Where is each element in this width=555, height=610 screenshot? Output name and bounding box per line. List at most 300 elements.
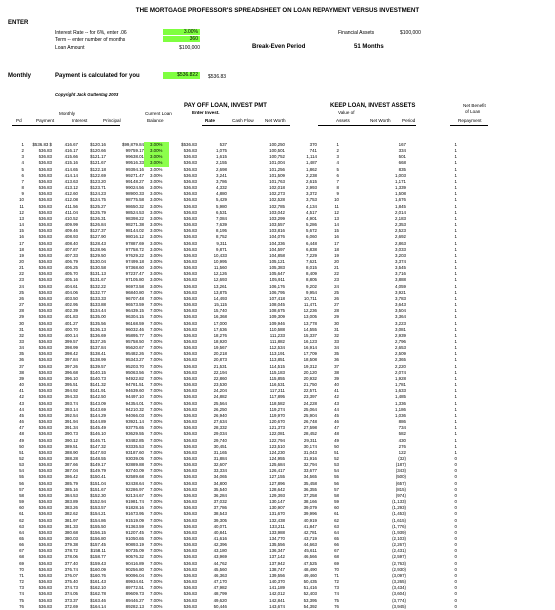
cell-assets: 100,752 <box>269 154 285 160</box>
cell-payment: 536.83 <box>38 523 52 529</box>
cell-principal: $146.10 <box>90 431 106 437</box>
cell-repayment: 3,921 <box>395 289 406 295</box>
cell-payment: 536.83 <box>38 258 52 264</box>
cell-balance: 95063.56 <box>125 369 144 375</box>
cell-net-worth-2: 23,397 <box>303 394 317 400</box>
cell-cash-flow: 536.83 <box>183 388 197 394</box>
cell-pd: 10 <box>19 197 24 203</box>
cell-rate: 3.00% <box>150 283 163 289</box>
monthly-label: Monthly <box>8 73 31 79</box>
cell-balance: 98650.32 <box>125 203 144 209</box>
cell-principal: $134.44 <box>90 308 106 314</box>
cell-net-worth-2: 8,409 <box>306 271 317 277</box>
cell-pd: 9 <box>21 191 24 197</box>
cell-repayment: (3,774) <box>392 597 406 603</box>
cell-assets: 126,417 <box>269 468 285 474</box>
cell-principal: $130.58 <box>90 265 106 271</box>
cell-period: 73 <box>334 585 339 591</box>
cell-principal: $124.75 <box>90 197 106 203</box>
current-loan-header: Current Loan <box>145 111 172 116</box>
cell-balance: 90096.04 <box>125 572 144 578</box>
term-input[interactable]: 360 <box>163 36 200 42</box>
cell-payment: 536.83 <box>38 474 52 480</box>
cell-repayment: (1,776) <box>392 523 406 529</box>
cell-net-worth-2: 15,337 <box>303 332 317 338</box>
cell-repayment: 3,783 <box>395 295 406 301</box>
cell-cash-flow: 536.83 <box>183 560 197 566</box>
cell-flag: 1 <box>454 246 457 252</box>
cell-balance: 98775.58 <box>125 197 144 203</box>
cell-period: 60 <box>334 505 339 511</box>
cell-rate: 7.00% <box>150 572 163 578</box>
cell-interest: 388.28 <box>64 455 78 461</box>
cell-period: 7 <box>336 178 339 184</box>
cell-interest: 399.57 <box>64 339 78 344</box>
cell-cash-flow: 536.83 <box>183 468 197 474</box>
cell-balance: 98271.38 <box>125 222 144 228</box>
cell-pd: 68 <box>19 554 24 560</box>
cell-net-worth: 17,636 <box>213 326 227 332</box>
cell-period: 68 <box>334 554 339 560</box>
cell-balance: 94922.82 <box>125 375 144 381</box>
cell-repayment: (2,267) <box>392 542 406 548</box>
cell-cash-flow: 536.83 <box>183 295 197 301</box>
cell-rate: 3.00% <box>150 215 163 221</box>
cell-principal: $154.86 <box>90 517 106 523</box>
financial-assets-value[interactable]: $100,000 <box>400 30 421 36</box>
cell-repayment: 1,171 <box>395 178 406 184</box>
cell-balance: 92286.97 <box>125 486 144 492</box>
cell-assets: 106,176 <box>269 283 285 289</box>
cell-principal: $141.32 <box>90 382 106 388</box>
cell-net-worth-2: 35,458 <box>303 480 317 486</box>
cell-principal: $136.69 <box>90 332 106 338</box>
cell-net-worth-2: 16,123 <box>303 339 317 344</box>
loan-amount-value[interactable]: $100,000 <box>179 45 200 51</box>
cell-interest: 385.16 <box>64 486 78 492</box>
cell-net-worth: 14,493 <box>213 295 227 301</box>
cell-net-worth: 7,639 <box>216 222 227 228</box>
of-loan-header: of Loan <box>465 109 481 114</box>
cell-interest: 385.79 <box>64 480 78 486</box>
cell-balance: 96032.46 <box>125 326 144 332</box>
cell-net-worth-2: 9,954 <box>306 289 317 295</box>
cell-repayment: (815) <box>395 486 406 492</box>
cell-period: 74 <box>334 591 339 597</box>
cell-repayment: 1,508 <box>395 191 406 197</box>
cell-pd: 30 <box>19 320 24 326</box>
cell-cash-flow: 536.83 <box>183 480 197 486</box>
cell-principal: $128.96 <box>90 246 106 252</box>
cell-net-worth: 39,305 <box>213 517 227 523</box>
col-header-cash-flow: Cash Flow <box>232 118 254 123</box>
cell-flag: 1 <box>454 240 457 246</box>
cell-pd: 21 <box>19 265 24 271</box>
cell-period: 28 <box>334 308 339 314</box>
cell-rate: 3.00% <box>150 197 163 203</box>
cell-balance: 93629.55 <box>125 431 144 437</box>
cell-payment: 536.83 <box>38 265 52 271</box>
cell-assets: 102,273 <box>269 191 285 197</box>
cell-repayment: (3,434) <box>392 585 406 591</box>
cell-assets: 125,684 <box>269 462 285 468</box>
cell-net-worth-2: 24,228 <box>303 400 317 406</box>
cell-net-worth: 3,241 <box>216 172 227 178</box>
cell-flag: 1 <box>454 332 457 338</box>
cell-net-worth-2: 43,719 <box>303 536 317 541</box>
cell-principal: $131.13 <box>90 271 106 277</box>
cell-pd: 60 <box>19 505 24 511</box>
cell-principal: $151.04 <box>90 480 106 486</box>
cell-rate: 7.00% <box>150 431 163 437</box>
cell-net-worth: 43,969 <box>213 554 227 560</box>
cell-net-worth: 49,620 <box>213 597 227 603</box>
cell-repayment: 3,374 <box>395 258 406 264</box>
cell-cash-flow: 536.83 <box>183 209 197 215</box>
cell-cash-flow: 536.83 <box>183 536 197 541</box>
cell-interest: 402.39 <box>64 308 78 314</box>
cell-interest: 383.89 <box>64 499 78 505</box>
cell-flag: 1 <box>454 142 457 147</box>
cell-rate: 7.00% <box>150 579 163 585</box>
cell-payment: 536.83 <box>38 357 52 363</box>
col-header-repayment: Repayment <box>458 118 482 123</box>
cell-repayment: (1,293) <box>392 505 406 511</box>
cell-net-worth: 12,126 <box>213 271 227 277</box>
cell-period: 75 <box>334 597 339 603</box>
cell-principal: $143.69 <box>90 406 106 412</box>
cell-balance: 95620.67 <box>125 345 144 351</box>
cell-period: 22 <box>334 271 339 277</box>
cell-net-worth: 9,871 <box>216 246 227 252</box>
cell-net-worth-2: 47,525 <box>303 560 317 566</box>
cell-interest: 406.79 <box>64 258 78 264</box>
cell-net-worth-2: 6,448 <box>306 240 317 246</box>
cell-net-worth-2: 12,236 <box>303 308 317 314</box>
cell-net-worth: 47,982 <box>213 585 227 591</box>
cell-rate: 7.00% <box>150 474 163 480</box>
cell-payment: 536.83 <box>38 425 52 431</box>
cell-rate: 3.00% <box>144 154 169 160</box>
cell-principal: $148.55 <box>90 455 106 461</box>
cell-flag: 0 <box>454 455 457 461</box>
cell-net-worth-2: 50,435 <box>303 579 317 585</box>
cell-net-worth: 40,841 <box>213 529 227 535</box>
cell-net-worth: 46,363 <box>213 572 227 578</box>
cell-flag: 1 <box>454 375 457 381</box>
cell-interest: 407.87 <box>64 246 78 252</box>
cell-pd: 7 <box>21 178 24 184</box>
cell-cash-flow: 536.83 <box>183 320 197 326</box>
cell-net-worth-2: 13,005 <box>303 314 317 320</box>
cell-principal: $156.15 <box>90 529 106 535</box>
cell-assets: 116,531 <box>269 382 285 388</box>
cell-pd: 33 <box>19 339 24 344</box>
cell-principal: $152.94 <box>90 499 106 505</box>
cell-assets: 101,256 <box>269 166 285 172</box>
cell-rate: 7.00% <box>150 375 163 381</box>
cell-net-worth: 34,800 <box>213 480 227 486</box>
cell-net-worth-2: 5,286 <box>306 222 317 228</box>
cell-net-worth: 7,084 <box>216 215 227 221</box>
cell-net-worth: 29,740 <box>213 437 227 443</box>
cell-pd: 31 <box>19 326 24 332</box>
cell-rate: 7.00% <box>150 486 163 492</box>
cell-net-worth-2: 9,202 <box>306 283 317 289</box>
cell-repayment: (32) <box>398 455 406 461</box>
cell-assets: 103,042 <box>269 209 285 215</box>
cell-flag: 0 <box>454 536 457 541</box>
cell-period: 64 <box>334 529 339 535</box>
cell-pd: 48 <box>19 431 24 437</box>
cell-cash-flow: 536.83 <box>183 258 197 264</box>
cell-payment: 536.83 <box>38 406 52 412</box>
cell-pd: 56 <box>19 480 24 486</box>
cell-flag: 0 <box>454 486 457 492</box>
cell-payment: 536.83 <box>38 283 52 289</box>
cell-repayment: 3,888 <box>395 277 406 283</box>
cell-period: 41 <box>334 388 339 394</box>
cell-flag: 0 <box>454 462 457 468</box>
cell-repayment: 1,676 <box>395 197 406 203</box>
cell-principal: $155.50 <box>90 523 106 529</box>
cell-flag: 1 <box>454 320 457 326</box>
cell-repayment: 668 <box>398 160 406 166</box>
cell-repayment: 3,223 <box>395 320 406 326</box>
cell-interest: 400.14 <box>64 332 78 338</box>
cell-assets: 137,142 <box>269 554 285 560</box>
cell-pd: 54 <box>19 468 24 474</box>
cell-rate: 7.00% <box>150 400 163 406</box>
cell-assets: 105,383 <box>269 265 285 271</box>
net-benefit-header: Net Benefit <box>463 103 486 108</box>
cell-interest: 384.53 <box>64 492 78 498</box>
cell-balance: 94497.10 <box>125 394 144 400</box>
cell-pd: 41 <box>19 388 24 394</box>
cell-payment: 536.83 <box>38 295 52 301</box>
cell-net-worth: 537 <box>219 142 227 147</box>
cell-cash-flow: 536.83 <box>183 579 197 585</box>
cell-pd: 43 <box>19 400 24 406</box>
cell-period: 42 <box>334 394 339 400</box>
cell-net-worth: 11,560 <box>213 265 227 271</box>
cell-pd: 61 <box>19 511 24 517</box>
cell-net-worth-2: 370 <box>309 142 317 147</box>
cell-rate: 3.00% <box>150 240 163 246</box>
cell-principal: $144.89 <box>90 419 106 425</box>
cell-payment: 536.83 <box>38 462 52 468</box>
cell-assets: 113,191 <box>269 351 285 357</box>
cell-rate: 7.00% <box>150 455 163 461</box>
cell-rate: 7.00% <box>150 425 163 431</box>
cell-period: 71 <box>334 572 339 578</box>
cell-principal: $137.26 <box>90 339 106 344</box>
cell-pd: 22 <box>19 271 24 277</box>
cell-flag: 1 <box>454 345 457 351</box>
cell-repayment: 3,081 <box>395 326 406 332</box>
cell-rate: 7.00% <box>150 492 163 498</box>
cell-assets: 107,418 <box>269 295 285 301</box>
cell-balance: 98144.02 <box>125 228 144 234</box>
cell-interest: 409.99 <box>64 222 78 228</box>
cell-cash-flow: 536.83 <box>183 339 197 344</box>
cell-pd: 49 <box>19 437 24 443</box>
cell-principal: $141.91 <box>90 388 106 394</box>
cell-balance: 97237.47 <box>125 271 144 277</box>
cell-net-worth-2: 40,919 <box>303 517 317 523</box>
cell-flag: 1 <box>454 357 457 363</box>
cell-pd: 51 <box>19 449 24 455</box>
cell-pd: 18 <box>19 246 24 252</box>
cell-cash-flow: 536.83 <box>183 566 197 572</box>
cell-balance: 89446.27 <box>125 597 144 603</box>
cell-flag: 0 <box>454 492 457 498</box>
cell-assets: 104,076 <box>269 234 285 240</box>
cell-assets: 101,004 <box>269 160 285 166</box>
cell-principal: $150.41 <box>90 474 106 480</box>
cell-balance: 97105.80 <box>125 277 144 283</box>
cell-principal: $157.45 <box>90 542 106 548</box>
cell-payment: 536.83 <box>38 468 52 474</box>
cell-flag: 1 <box>454 289 457 295</box>
cell-pd: 23 <box>19 277 24 283</box>
cell-net-worth-2: 53,395 <box>303 597 317 603</box>
cell-cash-flow: 536.83 <box>183 203 197 209</box>
cell-net-worth: 8,195 <box>216 228 227 234</box>
cell-balance: 92889.88 <box>125 462 144 468</box>
cell-assets: 104,858 <box>269 252 285 258</box>
cell-repayment: 3,504 <box>395 308 406 314</box>
cell-pd: 29 <box>19 314 24 320</box>
cell-interest: 409.46 <box>64 228 78 234</box>
cell-period: 9 <box>336 191 339 197</box>
cell-flag: 1 <box>454 431 457 437</box>
cell-cash-flow: 536.83 <box>183 271 197 277</box>
cell-repayment: 2,220 <box>395 363 406 369</box>
loan-amount-label: Loan Amount <box>55 45 85 51</box>
cell-flag: 1 <box>454 148 457 154</box>
cell-net-worth-2: 30,174 <box>303 443 317 449</box>
cell-net-worth: 13,261 <box>213 283 227 289</box>
cell-interest: 413.12 <box>64 185 78 191</box>
cell-cash-flow: 536.83 <box>183 412 197 418</box>
cell-period: 31 <box>334 326 339 332</box>
cell-repayment: 2,939 <box>395 332 406 338</box>
cell-net-worth-2: 27,598 <box>303 425 317 431</box>
cell-flag: 0 <box>454 542 457 548</box>
cell-cash-flow: 536.83 <box>183 363 197 369</box>
cell-period: 63 <box>334 523 339 529</box>
cell-period: 15 <box>334 228 339 234</box>
cell-repayment: 3,033 <box>395 246 406 252</box>
cell-period: 69 <box>334 560 339 566</box>
cell-assets: 124,955 <box>269 455 285 461</box>
cell-period: 50 <box>334 443 339 449</box>
cell-balance: 95758.50 <box>125 339 144 344</box>
cell-assets: 104,597 <box>269 246 285 252</box>
cell-net-worth: 21,531 <box>213 363 227 369</box>
cell-interest: 397.84 <box>64 357 78 363</box>
cell-repayment: 2,353 <box>395 222 406 228</box>
cell-balance: 89934.61 <box>125 579 144 585</box>
cell-repayment: 1,781 <box>395 382 406 388</box>
interest-rate-input[interactable]: 3.00% <box>163 29 200 35</box>
cell-balance: 97368.60 <box>125 265 144 271</box>
cell-repayment: 2,365 <box>395 357 406 363</box>
cell-repayment: 1,485 <box>395 394 406 400</box>
cell-balance: 98016.12 <box>125 234 144 240</box>
cell-flag: 1 <box>454 314 457 320</box>
cell-payment: 536.83 <box>38 234 52 240</box>
cell-assets: 123,510 <box>269 443 285 449</box>
cell-balance: 97629.22 <box>125 252 144 258</box>
cell-interest: 393.14 <box>64 406 78 412</box>
cell-cash-flow: 536.83 <box>183 148 197 154</box>
cell-principal: $143.09 <box>90 400 106 406</box>
cell-interest: 408.93 <box>64 234 78 240</box>
cell-net-worth-2: 6,838 <box>306 246 317 252</box>
cell-rate: 7.00% <box>150 566 163 572</box>
cell-net-worth: 34,065 <box>213 474 227 480</box>
cell-period: 53 <box>334 462 339 468</box>
cell-period: 11 <box>334 203 339 209</box>
cell-assets: 120,670 <box>269 419 285 425</box>
cell-principal: $123.20 <box>90 178 106 184</box>
cell-net-worth-2: 46,566 <box>303 554 317 560</box>
cell-rate: 3.00% <box>150 203 163 209</box>
cell-period: 48 <box>334 431 339 437</box>
cell-rate: 7.00% <box>150 388 163 394</box>
cell-net-worth-2: 31,043 <box>303 449 317 455</box>
cell-repayment: 835 <box>398 166 406 172</box>
cell-period: 3 <box>336 154 339 160</box>
cell-flag: 1 <box>454 437 457 443</box>
cell-pd: 12 <box>19 209 24 215</box>
cell-pd: 15 <box>19 228 24 234</box>
cell-repayment: (2,103) <box>392 536 406 541</box>
cell-period: 19 <box>334 252 339 258</box>
cell-balance: 90256.80 <box>125 566 144 572</box>
cell-balance: 91828.16 <box>125 505 144 511</box>
cell-net-worth-2: 10,711 <box>303 295 317 301</box>
cell-assets: 109,309 <box>269 314 285 320</box>
cell-rate: 3.00% <box>150 172 163 178</box>
cell-payment: 536.83 <box>38 419 52 425</box>
cell-interest: 378.06 <box>64 554 78 560</box>
cell-pd: 59 <box>19 499 24 505</box>
cell-interest: 374.73 <box>64 585 78 591</box>
cell-principal: $151.67 <box>90 486 106 492</box>
page-title: THE MORTGAGE PROFESSOR'S SPREADSHEET ON LOAN REPAYMENT VERSUS INVESTMENT <box>135 7 420 14</box>
cell-period: 29 <box>334 314 339 320</box>
cell-net-worth: 24,882 <box>213 394 227 400</box>
col-header-net-worth-2: Net Worth <box>370 118 391 123</box>
cell-pd: 16 <box>19 234 24 240</box>
cell-assets: 103,557 <box>269 222 285 228</box>
cell-net-worth-2: 44,663 <box>303 542 317 548</box>
cell-interest: 400.70 <box>64 326 78 332</box>
cell-principal: $146.71 <box>90 437 106 443</box>
cell-pd: 4 <box>21 160 24 166</box>
cell-payment: 536.83 <box>38 289 52 295</box>
cell-balance: 96840.80 <box>125 289 144 295</box>
cell-repayment: (2,930) <box>392 566 406 572</box>
cell-period: 40 <box>334 382 339 388</box>
cell-period: 59 <box>334 499 339 505</box>
cell-interest: 405.16 <box>64 277 78 283</box>
cell-net-worth-2: 26,748 <box>303 419 317 425</box>
cell-repayment: (3,945) <box>392 603 406 609</box>
